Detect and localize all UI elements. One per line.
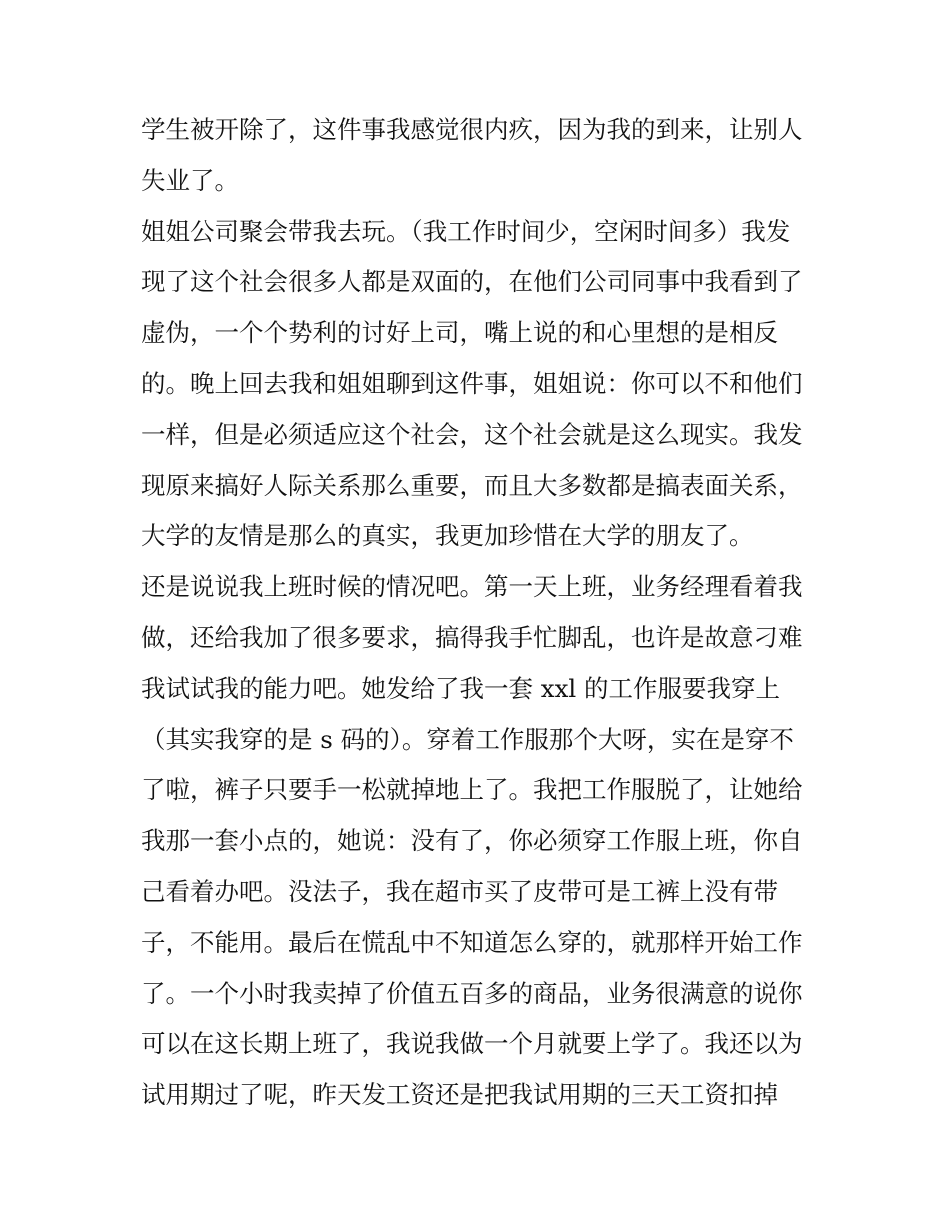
text-line: 现原来搞好人际关系那么重要，而且大多数都是搞表面关系，: [141, 470, 803, 500]
text-line: 子，不能用。最后在慌乱中不知道怎么穿的，就那样开始工作: [141, 927, 803, 957]
text-line: 试用期过了呢，昨天发工资还是把我试用期的三天工资扣掉: [141, 1080, 778, 1110]
text-line: 虚伪，一个个势利的讨好上司，嘴上说的和心里想的是相反: [141, 318, 778, 348]
text-line: 学生被开除了，这件事我感觉很内疚，因为我的到来，让别人: [141, 115, 803, 144]
text-line: 一样，但是必须适应这个社会，这个社会就是这么现实。我发: [141, 419, 803, 449]
text-line: 姐姐公司聚会带我去玩。（我工作时间少，空闲时间多）我发: [141, 216, 791, 246]
text-line: 还是说说我上班时候的情况吧。第一天上班，业务经理看着我: [141, 572, 803, 602]
text-line: 我那一套小点的，她说：没有了，你必须穿工作服上班，你自: [141, 826, 803, 856]
text-line: 了啦，裤子只要手一松就掉地上了。我把工作服脱了，让她给: [141, 775, 803, 805]
text-line: 做，还给我加了很多要求，搞得我手忙脚乱，也许是故意刁难: [141, 622, 803, 652]
text-line: 了。一个小时我卖掉了价值五百多的商品，业务很满意的说你: [141, 978, 803, 1008]
text-line: 现了这个社会很多人都是双面的，在他们公司同事中我看到了: [141, 267, 803, 297]
body-text: [141, 105, 821, 1121]
text-line: （其实我穿的是 s 码的）。穿着工作服那个大呀，实在是穿不: [141, 724, 794, 754]
text-line: 大学的友情是那么的真实，我更加珍惜在大学的朋友了。: [141, 521, 754, 551]
text-line: 失业了。: [141, 165, 239, 195]
text-line: 我试试我的能力吧。她发给了我一套 xxl 的工作服要我穿上: [141, 673, 781, 703]
text-line: 己看着办吧。没法子，我在超市买了皮带可是工裤上没有带: [141, 876, 778, 906]
text-line: 的。晚上回去我和姐姐聊到这件事，姐姐说：你可以不和他们: [141, 368, 803, 398]
text-line: 可以在这长期上班了，我说我做一个月就要上学了。我还以为: [141, 1029, 803, 1059]
